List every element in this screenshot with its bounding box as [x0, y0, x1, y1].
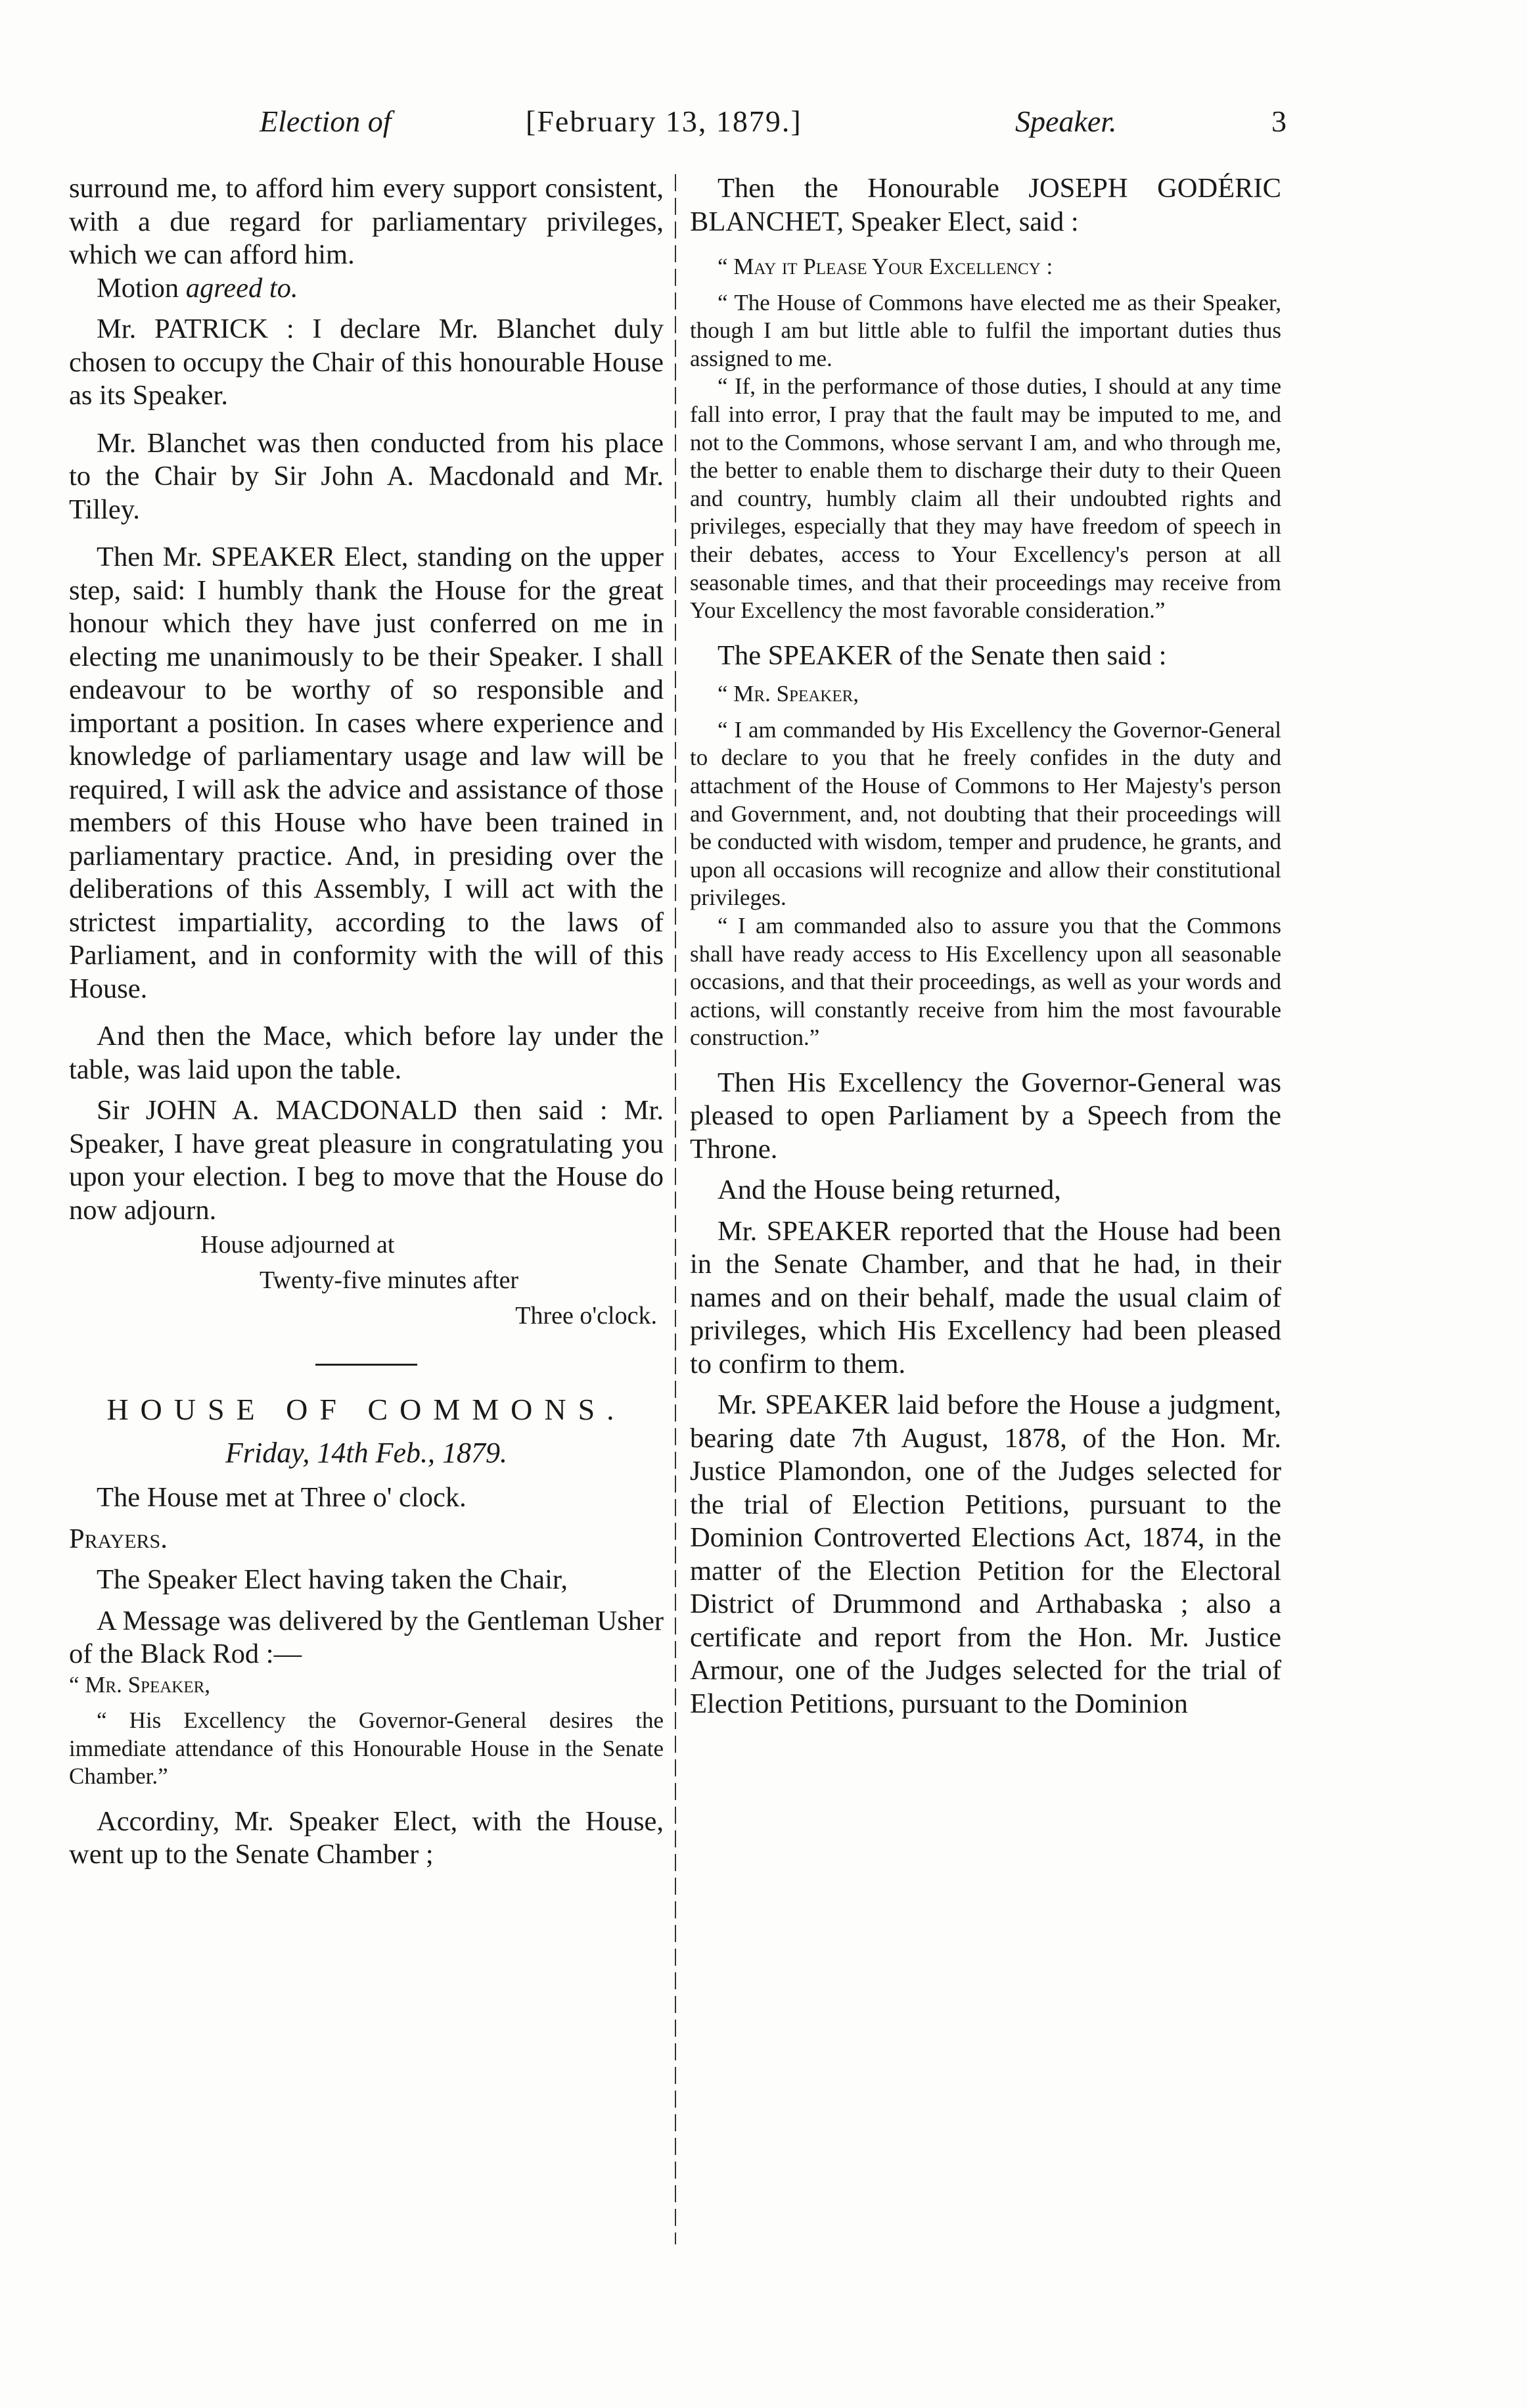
right-paragraph-1: Then the Honourable JOSEPH GODÉRIC BLANCHET, Speaker Elect, said : — [690, 173, 1281, 237]
right-column — [690, 172, 1281, 1721]
left-paragraph-7: The House met at Three o' clock. — [97, 1482, 467, 1513]
left-paragraph-6: Sir JOHN A. MACDONALD then said : Mr. Speaker, I have great pleasure in congratulating you upon your election. I beg to move that the House do now adjourn. — [69, 1095, 664, 1226]
section-title: HOUSE OF COMMONS. — [106, 1393, 626, 1426]
running-header — [0, 104, 1527, 150]
adjourned-line-1: House adjourned at — [200, 1231, 395, 1259]
left-paragraph-9: A Message was delivered by the Gentleman Usher of the Black Rod :— — [69, 1605, 664, 1669]
section-date: Friday, 14th Feb., 1879. — [225, 1437, 507, 1469]
left-paragraph-10: Accordiny, Mr. Speaker Elect, with the House, went up to the Senate Chamber ; — [69, 1805, 664, 1870]
left-column — [69, 172, 664, 1872]
right-paragraph-5: Mr. SPEAKER reported that the House had been in the Senate Chamber, and that he had, in their names and on their behalf, made the usual claim of privileges, which His Excellency had been pleased to confirm to them. — [690, 1215, 1281, 1379]
right-paragraph-2: The SPEAKER of the Senate then said : — [718, 639, 1167, 671]
left-paragraph-4: Then Mr. SPEAKER Elect, standing on the upper step, said: I humbly thank the House for the great honour which they have just conferred on me in electing me unanimously to be their Speaker. I shall endeavour to be worthy of so responsible and important a position. In cases where experience and knowledge of parliamentary usage and law will be required, I will ask the advice and assistance of those members of this House who have been trained in parliamentary practice. And, in presiding over the deliberations of this Assembly, I will act with the strictest impartiality, according to the laws of Parliament, and in conformity with the will of this House. — [69, 542, 664, 1004]
adjourned-line-3: Three o'clock. — [515, 1302, 657, 1330]
senate-quote-2: “ I am commanded also to assure you that the Commons shall have ready access to His Excellency upon all seasonable occasions, and that their proceedings, as well as your words and actions, will constantly receive from him the most favourable construction.” — [690, 912, 1281, 1051]
motion-line — [69, 272, 664, 306]
right-paragraph-4: And the House being returned, — [718, 1174, 1061, 1206]
left-paragraph-2: Mr. PATRICK : I declare Mr. Blanchet duly chosen to occupy the Chair of this honourable House as its Speaker. — [69, 313, 664, 411]
speaker-salutation: “ May it Please Your Excellency : — [718, 254, 1053, 279]
prayers-heading: Prayers. — [69, 1523, 168, 1554]
motion-prefix: Motion — [97, 272, 186, 304]
left-paragraph-5: And then the Mace, which before lay under the table, was laid upon the table. — [69, 1021, 664, 1085]
page-number: 3 — [1271, 104, 1287, 138]
column-divider — [675, 174, 676, 2244]
speaker-quote-1: “ The House of Commons have elected me as their Speaker, though I am but little able to fulfil the important duties thus assigned to me. — [690, 289, 1281, 371]
header-date: [February 13, 1879.] — [526, 104, 802, 138]
section-rule — [315, 1364, 417, 1366]
left-paragraph-1: surround me, to afford him every support consistent, with a due regard for parliamentary privileges, which we can afford him. — [69, 173, 664, 270]
motion-agreed: agreed to. — [185, 272, 298, 304]
right-paragraph-3: Then His Excellency the Governor-General was pleased to open Parliament by a Speech from the Throne. — [690, 1067, 1281, 1165]
speaker-quote-2: “ If, in the performance of those duties, I should at any time fall into error, I pray that the fault may be imputed to me, and not to the Commons, whose servant I am, and who through me, the better to enable them to discharge their duty to their Queen and country, humbly claim all their undoubted rights and privileges, especially that they may have freedom of speech in their debates, access to Your Excellency's person at all seasonable times, and that their proceedings may receive from Your Excellency the most favorable consideration.” — [690, 373, 1281, 624]
left-paragraph-8: The Speaker Elect having taken the Chair, — [97, 1564, 568, 1595]
message-salutation: “ Mr. Speaker, — [69, 1671, 211, 1698]
left-paragraph-3: Mr. Blanchet was then conducted from his place to the Chair by Sir John A. Macdonald and Mr. Tilley. — [69, 427, 664, 525]
header-right: Speaker. — [1015, 104, 1117, 138]
message-quote: “ His Excellency the Governor-General desires the immediate attendance of this Honourable House in the Senate Chamber.” — [69, 1707, 664, 1790]
right-paragraph-6: Mr. SPEAKER laid before the House a judgment, bearing date 7th August, 1878, of the Hon. Mr. Justice Plamondon, one of the Judges selected for the trial of Election Petitions, pursuant to the Dominion Controverted Elections Act, 1874, in the matter of the Election Petition for the Electoral District of Drummond and Arthabaska ; also a certificate and report from the Hon. Mr. Justice Armour, one of the Judges selected for the trial of Election Petitions, pursuant to the Dominion — [690, 1389, 1281, 1719]
senate-salutation: “ Mr. Speaker, — [718, 681, 859, 707]
header-left: Election of — [260, 104, 392, 138]
adjourned-line-2: Twenty-five minutes after — [260, 1266, 519, 1294]
senate-quote-1: “ I am commanded by His Excellency the Governor-General to declare to you that he freely confides in the duty and attachment of the House of Commons to Her Majesty's person and Government, and, not doubting that their proceedings will be conducted with wisdom, temper and prudence, he grants, and upon all occasions will recognize and allow their constitutional privileges. — [690, 716, 1282, 911]
